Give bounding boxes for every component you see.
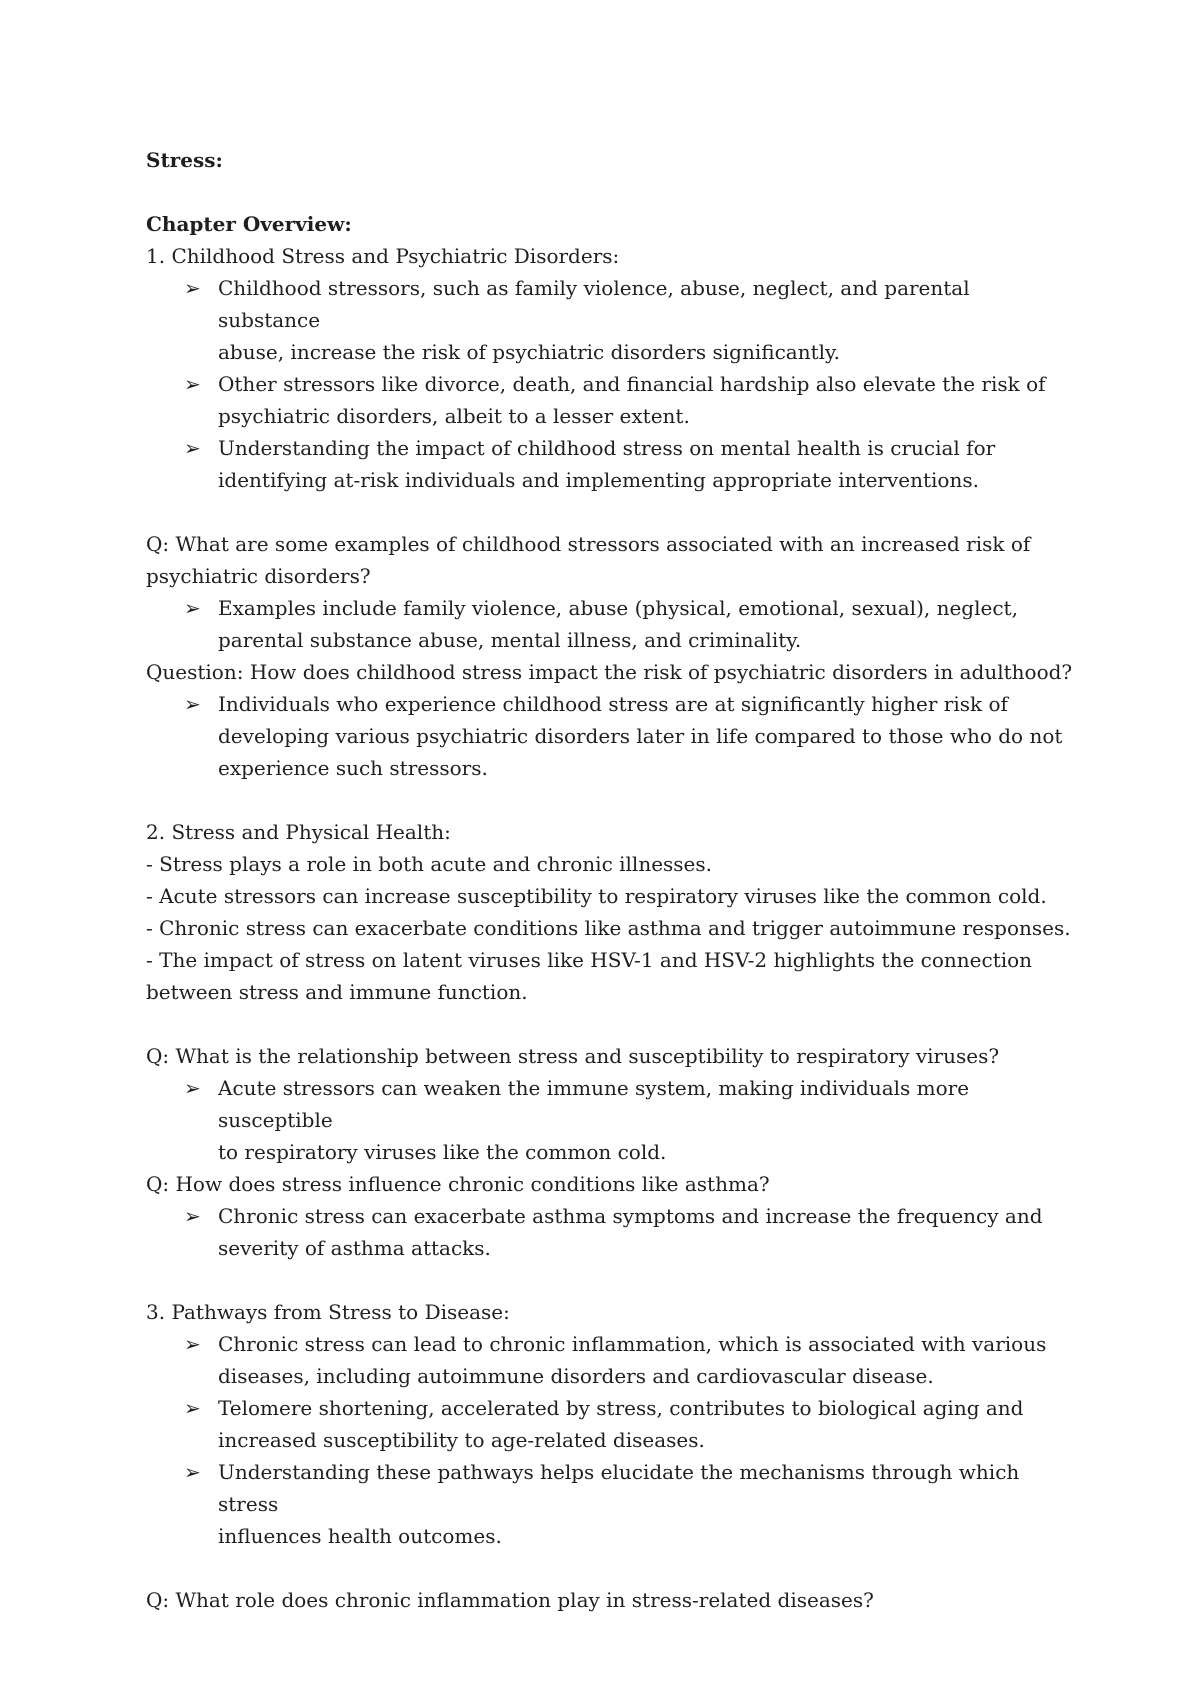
- arrow-bullet-icon: ➢: [184, 1460, 201, 1484]
- spacer: [146, 1264, 1066, 1296]
- bullet-text-line: diseases, including autoimmune disorders and cardiovascular disease.: [218, 1364, 934, 1388]
- document-body: [146, 144, 1073, 1616]
- answer-text-line: Acute stressors can weaken the immune system, making individuals more susceptible: [218, 1076, 970, 1132]
- question-text: Q: What role does chronic inflammation play in stress-related diseases?: [146, 1588, 874, 1612]
- bullet-text-line: Understanding the impact of childhood stress on mental health is crucial for: [218, 436, 996, 460]
- answer-text-line: to respiratory viruses like the common cold.: [218, 1140, 667, 1164]
- arrow-bullet-icon: ➢: [184, 276, 201, 300]
- bullet-text-line: Telomere shortening, accelerated by stress, contributes to biological aging and: [218, 1396, 1024, 1420]
- bullet-text-line: abuse, increase the risk of psychiatric disorders significantly.: [218, 340, 841, 364]
- dash-line: - The impact of stress on latent viruses like HSV-1 and HSV-2 highlights the connection: [146, 948, 1033, 972]
- question-text: Q: What are some examples of childhood stressors associated with an increased risk of: [146, 532, 1031, 556]
- dash-line: - Acute stressors can increase susceptibility to respiratory viruses like the common cold.: [146, 884, 1047, 908]
- spacer: [146, 496, 1066, 528]
- section-2-heading: 2. Stress and Physical Health:: [146, 820, 451, 844]
- answer-text-line: parental substance abuse, mental illness, and criminality.: [218, 628, 802, 652]
- answer-text-line: severity of asthma attacks.: [218, 1236, 491, 1260]
- bullet-item: [146, 1392, 1066, 1456]
- question-text: psychiatric disorders?: [146, 564, 371, 588]
- answer-text-line: experience such stressors.: [218, 756, 488, 780]
- arrow-bullet-icon: ➢: [184, 1332, 201, 1356]
- bullet-text-line: Other stressors like divorce, death, and financial hardship also elevate the risk of: [218, 372, 1046, 396]
- bullet-item: [146, 368, 1066, 432]
- bullet-text-line: Childhood stressors, such as family violence, abuse, neglect, and parental substance: [218, 276, 970, 332]
- arrow-bullet-icon: ➢: [184, 1396, 201, 1420]
- bullet-text-line: identifying at-risk individuals and implementing appropriate interventions.: [218, 468, 979, 492]
- bullet-text-line: increased susceptibility to age-related diseases.: [218, 1428, 705, 1452]
- answer-text-line: Examples include family violence, abuse (physical, emotional, sexual), neglect,: [218, 596, 1018, 620]
- arrow-bullet-icon: ➢: [184, 692, 201, 716]
- document-title: Stress:: [146, 148, 223, 172]
- arrow-bullet-icon: ➢: [184, 372, 201, 396]
- bullet-item: [146, 432, 1066, 496]
- answer-text-line: developing various psychiatric disorders later in life compared to those who do not: [218, 724, 1063, 748]
- section-1-heading: 1. Childhood Stress and Psychiatric Disorders:: [146, 244, 620, 268]
- dash-line: between stress and immune function.: [146, 980, 528, 1004]
- bullet-text-line: influences health outcomes.: [218, 1524, 502, 1548]
- arrow-bullet-icon: ➢: [184, 596, 201, 620]
- spacer: [146, 1008, 1066, 1040]
- bullet-text-line: psychiatric disorders, albeit to a lesser extent.: [218, 404, 690, 428]
- bullet-item: [146, 1456, 1066, 1552]
- answer-bullet: [146, 688, 1066, 784]
- bullet-item: [146, 272, 1066, 368]
- section-3-heading: 3. Pathways from Stress to Disease:: [146, 1300, 510, 1324]
- question-text: Q: How does stress influence chronic conditions like asthma?: [146, 1172, 770, 1196]
- chapter-overview-heading: Chapter Overview:: [146, 212, 352, 236]
- question-text: Q: What is the relationship between stress and susceptibility to respiratory viruses?: [146, 1044, 1000, 1068]
- spacer: [146, 784, 1066, 816]
- answer-bullet: [146, 1200, 1066, 1264]
- bullet-item: [146, 1328, 1066, 1392]
- answer-text-line: Chronic stress can exacerbate asthma symptoms and increase the frequency and: [218, 1204, 1043, 1228]
- answer-text-line: Individuals who experience childhood stress are at significantly higher risk of: [218, 692, 1008, 716]
- arrow-bullet-icon: ➢: [184, 1076, 201, 1100]
- bullet-text-line: Understanding these pathways helps elucidate the mechanisms through which stress: [218, 1460, 1020, 1516]
- question-text: Question: How does childhood stress impact the risk of psychiatric disorders in adulthood?: [146, 660, 1073, 684]
- dash-line: - Chronic stress can exacerbate conditions like asthma and trigger autoimmune responses.: [146, 916, 1071, 940]
- answer-bullet: [146, 592, 1066, 656]
- dash-line: - Stress plays a role in both acute and chronic illnesses.: [146, 852, 713, 876]
- spacer: [146, 1552, 1066, 1584]
- bullet-text-line: Chronic stress can lead to chronic inflammation, which is associated with various: [218, 1332, 1047, 1356]
- arrow-bullet-icon: ➢: [184, 436, 201, 460]
- answer-bullet: [146, 1072, 1066, 1168]
- arrow-bullet-icon: ➢: [184, 1204, 201, 1228]
- spacer: [146, 176, 1066, 208]
